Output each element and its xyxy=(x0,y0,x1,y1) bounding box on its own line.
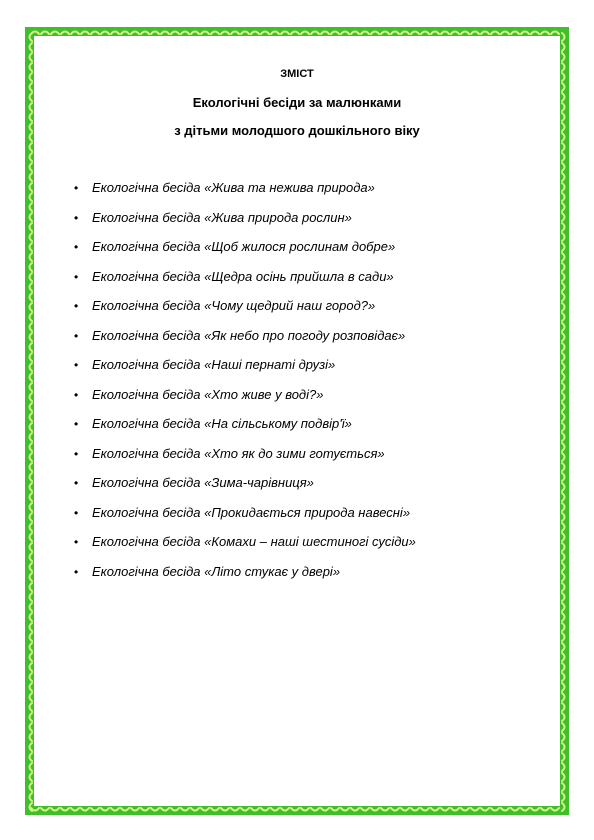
list-item xyxy=(74,178,416,208)
topic-label: Екологічна бесіда «Літо стукає у двері» xyxy=(92,563,341,579)
bullet-icon: • xyxy=(74,417,79,431)
bullet-icon: • xyxy=(74,387,79,402)
list-item xyxy=(74,296,416,326)
bullet-icon: • xyxy=(74,358,79,372)
bullet-icon: • xyxy=(74,269,79,284)
list-item xyxy=(74,503,416,533)
topic-label: Екологічна бесіда «Комахи – наші шестиногі сусіди» xyxy=(92,534,416,549)
bullet-icon: • xyxy=(74,564,79,579)
topic-label: Екологічна бесіда «Хто як до зими готується» xyxy=(92,445,385,461)
list-item xyxy=(74,414,416,444)
topic-label: Екологічна бесіда «Жива та нежива природа» xyxy=(92,180,375,195)
bullet-icon: • xyxy=(74,210,79,225)
bullet-icon: • xyxy=(74,505,79,520)
bullet-icon: • xyxy=(74,446,79,461)
topic-label: Екологічна бесіда «Щедра осінь прийшла в сади» xyxy=(92,268,394,284)
topic-label: Екологічна бесіда «Наші пернаті друзі» xyxy=(92,357,336,372)
list-item xyxy=(74,562,416,592)
bullet-icon: • xyxy=(74,476,79,490)
list-item xyxy=(74,267,416,297)
topic-label: Екологічна бесіда «Чому щедрий наш город?» xyxy=(92,298,376,313)
list-item xyxy=(74,237,416,267)
page-title: ЗМІСТ xyxy=(280,68,314,80)
topic-label: Екологічна бесіда «На сільському подвір'ї» xyxy=(92,416,352,431)
topic-label: Екологічна бесіда «Жива природа рослин» xyxy=(92,209,352,225)
list-item xyxy=(74,532,416,562)
bullet-icon: • xyxy=(74,181,79,195)
topic-label: Екологічна бесіда «Щоб жилося рослинам добре» xyxy=(92,239,396,254)
document-subtitle-line-1: Екологічні бесіди за малюнками xyxy=(192,95,402,110)
topic-label: Екологічна бесіда «Прокидається природа навесні» xyxy=(92,504,411,520)
topic-label: Екологічна бесіда «Зима-чарівниця» xyxy=(92,475,314,490)
list-item xyxy=(74,473,416,503)
topics-list xyxy=(74,178,416,591)
list-item xyxy=(74,355,416,385)
topic-label: Екологічна бесіда «Хто живе у воді?» xyxy=(92,386,324,402)
document-subtitle-line-2: з дітьми молодшого дошкільного віку xyxy=(174,123,420,138)
list-item xyxy=(74,385,416,415)
bullet-icon: • xyxy=(74,299,79,313)
bullet-icon: • xyxy=(74,328,79,343)
bullet-icon: • xyxy=(74,240,79,254)
list-item xyxy=(74,208,416,238)
list-item xyxy=(74,444,416,474)
bullet-icon: • xyxy=(74,535,79,549)
list-item xyxy=(74,326,416,356)
topic-label: Екологічна бесіда «Як небо про погоду розповідає» xyxy=(92,327,406,343)
